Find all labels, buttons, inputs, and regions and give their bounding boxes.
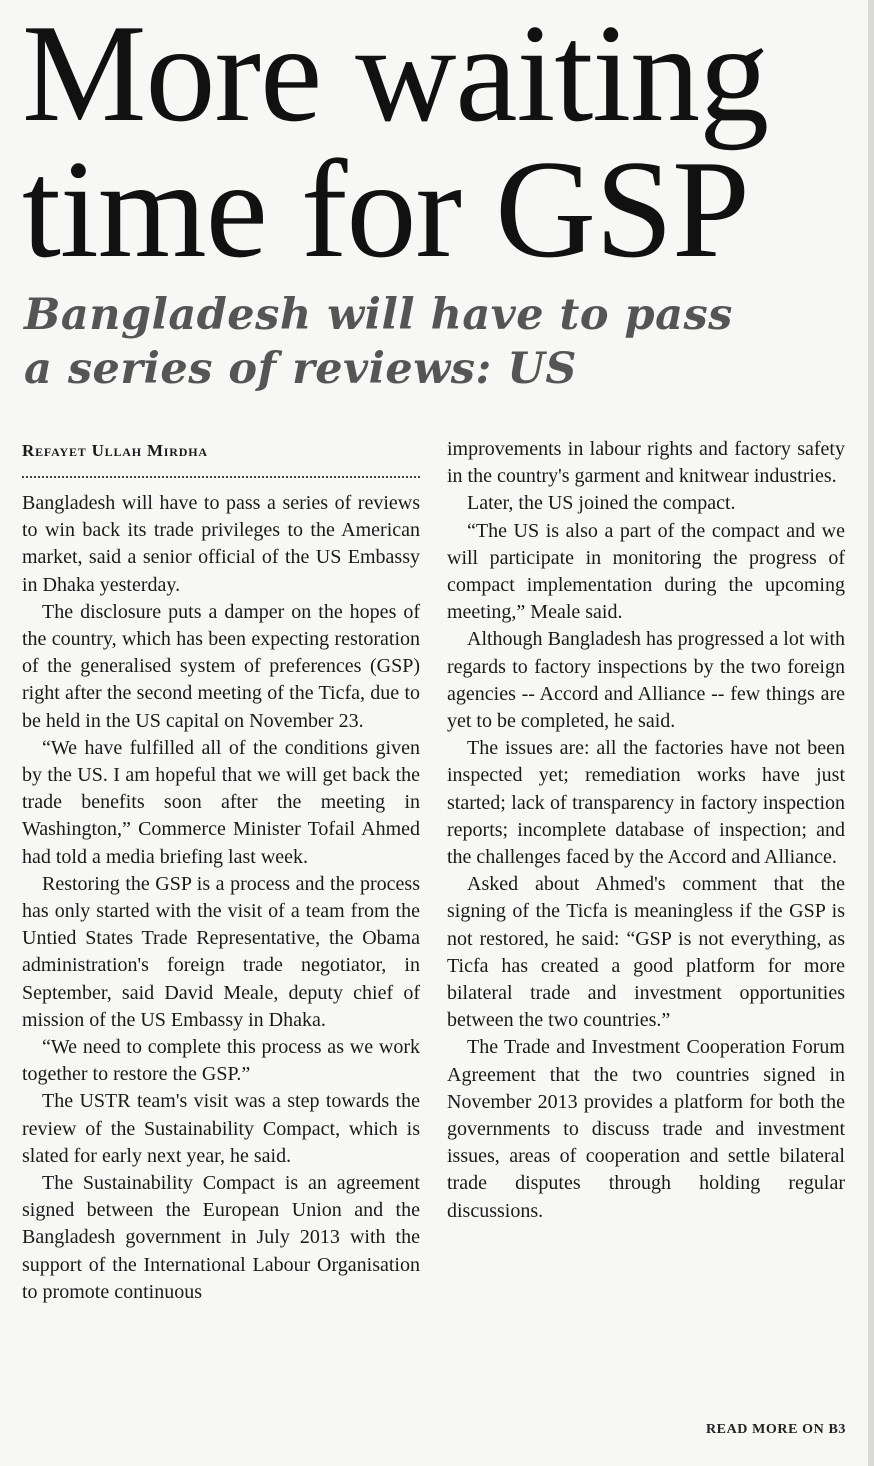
byline-divider	[22, 476, 420, 478]
left-column	[22, 436, 420, 1306]
paragraph: “We have fulfilled all of the conditions given by the US. I am hopeful that we will get back the trade benefits soon after the meeting in Washington,” Commerce Minister Tofail Ahmed had told a media briefing last week.	[22, 736, 420, 868]
paragraph: “The US is also a part of the compact and we will participate in monitoring the progress of compact implementation during the upcoming meeting,” Meale said.	[447, 519, 845, 624]
right-column-text	[447, 436, 845, 1225]
paragraph: The Sustainability Compact is an agreement signed between the European Union and the Bangladesh government in July 2013 with the support of the International Labour Organisation to promote continuous	[22, 1172, 420, 1303]
left-column-text	[22, 490, 420, 1306]
paragraph: The USTR team's visit was a step towards the review of the Sustainability Compact, which is slated for early next year, he said.	[22, 1090, 420, 1167]
paragraph: The disclosure puts a damper on the hopes of the country, which has been expecting restoration of the generalised system of preferences (GSP) right after the second meeting of the Ticfa, due to be held in the US capital on November 23.	[22, 600, 420, 732]
subheadline-line-2: a series of reviews: US	[24, 344, 577, 394]
headline-line-1: More waiting	[22, 0, 769, 151]
paragraph: Restoring the GSP is a process and the process has only started with the visit of a team from the Untied States Trade Representative, the Obama administration's foreign trade negotiator, in September, said David Meale, deputy chief of mission of the US Embassy in Dhaka.	[22, 872, 420, 1031]
headline	[22, 0, 852, 287]
paragraph: “We need to complete this process as we work together to restore the GSP.”	[22, 1036, 420, 1086]
right-column	[447, 436, 845, 1225]
subheadline-line-1: Bangladesh will have to pass	[24, 290, 733, 340]
paragraph: The issues are: all the factories have not been inspected yet; remediation works have just started; lack of transparency in factory inspection reports; incomplete database of inspection; and the challenges faced by the Accord and Alliance.	[447, 737, 845, 869]
paragraph: improvements in labour rights and factory safety in the country's garment and knitwear industries.	[447, 438, 845, 488]
subheadline	[24, 288, 854, 396]
paragraph: Bangladesh will have to pass a series of reviews to win back its trade privileges to the American market, said a senior official of the US Embassy in Dhaka yesterday.	[22, 492, 420, 596]
paragraph: The Trade and Investment Cooperation Forum Agreement that the two countries signed in November 2013 provides a platform for both the governments to discuss trade and investment issues, areas of cooperation and settle bilateral trade disputes through holding regular discussions.	[447, 1036, 845, 1222]
paragraph: Later, the US joined the compact.	[467, 492, 736, 515]
paragraph: Asked about Ahmed's comment that the signing of the Ticfa is meaningless if the GSP is not restored, he said: “GSP is not everything, as Ticfa has created a good platform for more bilateral trade and investment opportunities between the two countries.”	[447, 873, 845, 1032]
read-more-link: READ MORE ON B3	[705, 1422, 846, 1437]
headline-line-2: time for GSP	[22, 132, 749, 287]
byline: Refayet Ullah Mirdha	[22, 441, 208, 460]
paragraph: Although Bangladesh has progressed a lot with regards to factory inspections by the two foreign agencies -- Accord and Alliance -- few things are yet to be completed, he said.	[447, 628, 845, 733]
page-edge	[868, 0, 874, 1466]
